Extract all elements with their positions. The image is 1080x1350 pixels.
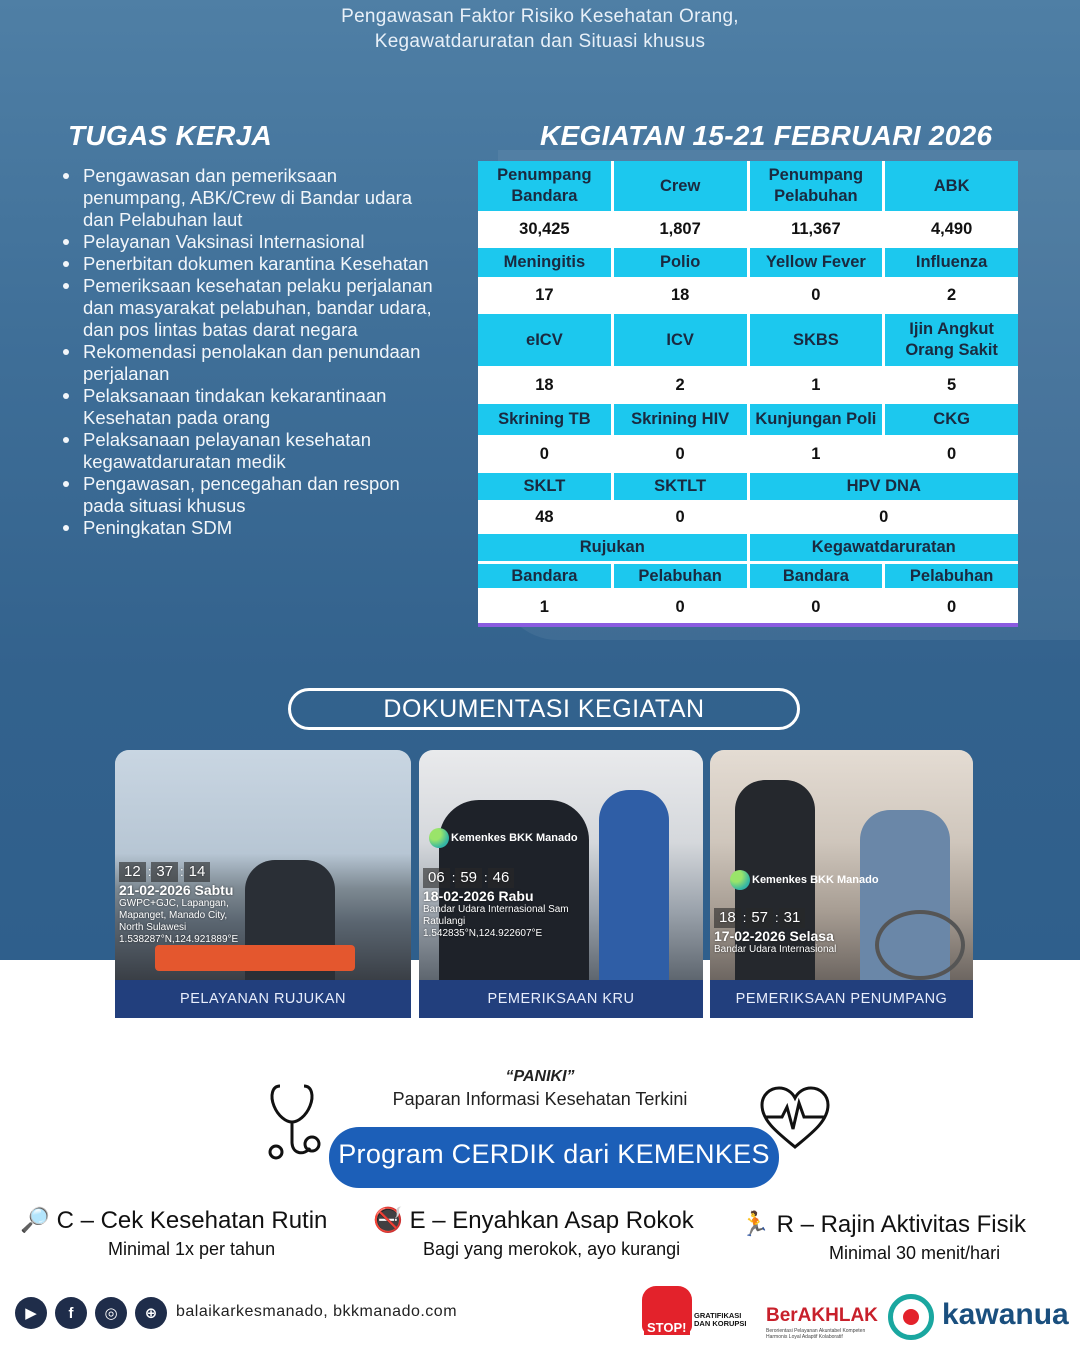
kemenkes-logo-icon	[730, 870, 750, 890]
stat-value: 1,807	[614, 214, 747, 245]
stats-table	[478, 161, 1018, 627]
stat-value: 0	[614, 503, 747, 531]
stamp-hour: 18	[714, 908, 741, 928]
stat-value: 2	[885, 280, 1018, 311]
stat-group-header: Rujukan	[478, 534, 747, 561]
list-item: Pengawasan dan pemeriksaan penumpang, ABK/Crew di Bandar udara dan Pelabuhan laut	[60, 165, 445, 231]
stat-header: Yellow Fever	[750, 248, 883, 277]
list-item: Pelaksanaan tindakan kekarantinaan Kesehatan pada orang	[60, 385, 445, 429]
wheelchair-shape	[875, 910, 965, 980]
photo-caption: PEMERIKSAAN KRU	[419, 980, 703, 1018]
photo-caption: PELAYANAN RUJUKAN	[115, 980, 411, 1018]
stat-group-header: Kegawatdaruratan	[750, 534, 1019, 561]
stat-value: 0	[750, 503, 1019, 531]
stamp-minute: 37	[151, 862, 178, 882]
youtube-icon[interactable]: ▶	[15, 1297, 47, 1329]
stamp-coordinates: 1.542835°N,124.922607°E	[423, 928, 543, 939]
magnifier-icon: 🔎	[20, 1207, 50, 1234]
subtitle-line-2: Kegawatdaruratan dan Situasi khusus	[374, 31, 706, 52]
list-item: Rekomendasi penolakan dan penundaan perjalanan	[60, 341, 445, 385]
stat-header: Bandara	[478, 564, 611, 588]
photo-penumpang	[710, 750, 973, 1018]
cerdik-item-title-text: C – Cek Kesehatan Rutin	[56, 1207, 328, 1234]
cerdik-item-sub: Bagi yang merokok, ayo kurangi	[423, 1239, 681, 1259]
stat-value: 48	[478, 503, 611, 531]
stamp-date: 17-02-2026 Selasa	[714, 928, 834, 944]
cerdik-item-e	[373, 1205, 694, 1261]
stat-header: Meningitis	[478, 248, 611, 277]
kawanua-icon	[888, 1294, 934, 1340]
instagram-icon[interactable]: ◎	[95, 1297, 127, 1329]
cerdik-item-title	[20, 1205, 327, 1237]
no-smoking-icon: 🚭	[373, 1207, 403, 1234]
cerdik-item-sub: Minimal 30 menit/hari	[829, 1243, 1001, 1263]
list-item: Pelayanan Vaksinasi Internasional	[60, 231, 445, 253]
stat-value: 0	[478, 438, 611, 470]
facebook-icon[interactable]: f	[55, 1297, 87, 1329]
stat-value: 0	[885, 438, 1018, 470]
list-item: Peningkatan SDM	[60, 517, 445, 539]
stop-subtitle: GRATIFIKASI DAN KORUPSI	[694, 1311, 747, 1328]
paniki-title: “PANIKI”	[505, 1068, 575, 1085]
stat-value: 30,425	[478, 214, 611, 245]
stat-value: 1	[750, 369, 883, 401]
cerdik-item-r	[740, 1209, 1026, 1265]
stat-value: 17	[478, 280, 611, 311]
tugas-title: TUGAS KERJA	[68, 120, 272, 151]
photo-image	[419, 750, 703, 980]
stamp-location: GWPC+GJC, Lapangan, Mapanget, Manado City, North Sulawesi	[119, 898, 229, 933]
photo-kru	[419, 750, 703, 1018]
stamp-minute: 57	[746, 908, 773, 928]
stop-gratifikasi-logo	[642, 1280, 752, 1340]
kawanua-logo: kawanua	[942, 1298, 1069, 1331]
photo-image	[710, 750, 973, 980]
stamp-second: 46	[488, 868, 515, 888]
stamp-second: 31	[779, 908, 806, 928]
stamp-hour: 06	[423, 868, 450, 888]
stat-header: Skrining HIV	[614, 404, 747, 435]
logo-subtext: BKK Manado	[810, 873, 879, 886]
stretcher-shape	[155, 945, 355, 971]
stamp-hour: 12	[119, 862, 146, 882]
logo-text: Kemenkes	[451, 831, 507, 844]
stamp-location: Bandar Udara Internasional Sam Ratulangi	[423, 904, 569, 927]
cerdik-banner: Program CERDIK dari KEMENKES	[329, 1127, 779, 1188]
stat-value: 1	[750, 438, 883, 470]
list-item: Penerbitan dokumen karantina Kesehatan	[60, 253, 445, 275]
cerdik-item-title-text: E – Enyahkan Asap Rokok	[409, 1207, 694, 1234]
list-item: Pelaksanaan pelayanan kesehatan kegawatdaruratan medik	[60, 429, 445, 473]
berakhlak-logo: BerAKHLAK	[766, 1305, 878, 1326]
stat-header: Influenza	[885, 248, 1018, 277]
dokumentasi-title: DOKUMENTASI KEGIATAN	[288, 688, 800, 730]
stat-header: Pelabuhan	[614, 564, 747, 588]
stat-header: ICV	[614, 314, 747, 366]
photo-stamp: 18 : 57 : 31 17-02-2026 Selasa Bandar Udara Internasional	[714, 909, 837, 955]
cerdik-item-c	[20, 1205, 327, 1261]
stat-value: 11,367	[750, 214, 883, 245]
stat-value: 18	[478, 369, 611, 401]
globe-icon[interactable]: ⊕	[135, 1297, 167, 1329]
stat-value: 0	[885, 591, 1018, 623]
photo-rujukan	[115, 750, 411, 1018]
stamp-date: 18-02-2026 Rabu	[423, 888, 534, 904]
stat-header: SKTLT	[614, 473, 747, 500]
kemenkes-logo	[730, 870, 879, 890]
photo-image	[115, 750, 411, 980]
stat-header: Pelabuhan	[885, 564, 1018, 588]
stat-header: Penumpang Pelabuhan	[750, 161, 883, 211]
stat-header: SKLT	[478, 473, 611, 500]
cerdik-item-sub: Minimal 1x per tahun	[108, 1239, 276, 1259]
stop-word: STOP!	[644, 1320, 690, 1335]
cerdik-item-title	[740, 1209, 1026, 1241]
stat-value: 0	[750, 591, 883, 623]
stat-header: HPV DNA	[750, 473, 1019, 500]
stat-header: Bandara	[750, 564, 883, 588]
kemenkes-logo	[429, 828, 578, 848]
logo-subtext: BKK Manado	[509, 831, 578, 844]
photo-stamp: 12 : 37 : 14 21-02-2026 Sabtu GWPC+GJC, Lapangan, Mapanget, Manado City, North Sulawesi 1.538287°N,124.921889°E	[119, 862, 249, 946]
stamp-second: 14	[184, 862, 211, 882]
officer-shape	[599, 790, 669, 980]
stat-header: Skrining TB	[478, 404, 611, 435]
cerdik-item-title-text: R – Rajin Aktivitas Fisik	[776, 1211, 1026, 1238]
subtitle-line-1: Pengawasan Faktor Risiko Kesehatan Orang,	[341, 6, 739, 27]
stamp-minute: 59	[455, 868, 482, 888]
cerdik-item-title	[373, 1205, 694, 1237]
kegiatan-title: KEGIATAN 15-21 FEBRUARI 2026	[540, 120, 993, 151]
stat-header: CKG	[885, 404, 1018, 435]
stat-header: eICV	[478, 314, 611, 366]
social-icons	[15, 1297, 167, 1329]
berakhlak-tagline: Berorientasi Pelayanan Akuntabel Kompeten Harmonis Loyal Adaptif Kolaboratif	[766, 1328, 866, 1340]
list-item: Pemeriksaan kesehatan pelaku perjalanan dan masyarakat pelabuhan, bandar udara, dan pos lintas batas darat negara	[60, 275, 445, 341]
stat-value: 18	[614, 280, 747, 311]
stat-value: 0	[614, 591, 747, 623]
photo-stamp: 06 : 59 : 46 18-02-2026 Rabu Bandar Udara Internasional Sam Ratulangi 1.542835°N,124.922607°E	[423, 868, 573, 940]
stat-header: Crew	[614, 161, 747, 211]
running-icon: 🏃	[740, 1211, 770, 1238]
stat-value: 5	[885, 369, 1018, 401]
stat-value: 0	[750, 280, 883, 311]
logo-text: Kemenkes	[752, 873, 808, 886]
stamp-location: Bandar Udara Internasional	[714, 944, 837, 955]
stat-value: 4,490	[885, 214, 1018, 245]
task-list	[60, 165, 445, 539]
stamp-coordinates: 1.538287°N,124.921889°E	[119, 934, 239, 945]
stat-value: 2	[614, 369, 747, 401]
kemenkes-logo-icon	[429, 828, 449, 848]
stamp-date: 21-02-2026 Sabtu	[119, 882, 234, 898]
stat-header: SKBS	[750, 314, 883, 366]
list-item: Pengawasan, pencegahan dan respon pada situasi khusus	[60, 473, 445, 517]
page-subtitle	[0, 4, 1080, 54]
social-handles[interactable]: balaikarkesmanado, bkkmanado.com	[176, 1303, 458, 1320]
stat-value: 0	[614, 438, 747, 470]
paniki-subtitle: Paparan Informasi Kesehatan Terkini	[392, 1089, 688, 1109]
photo-caption: PEMERIKSAAN PENUMPANG	[710, 980, 973, 1018]
stat-header: Ijin Angkut Orang Sakit	[885, 314, 1018, 366]
stat-header: Penumpang Bandara	[478, 161, 611, 211]
stat-header: Kunjungan Poli	[750, 404, 883, 435]
stat-value: 1	[478, 591, 611, 623]
stat-header: Polio	[614, 248, 747, 277]
stat-header: ABK	[885, 161, 1018, 211]
